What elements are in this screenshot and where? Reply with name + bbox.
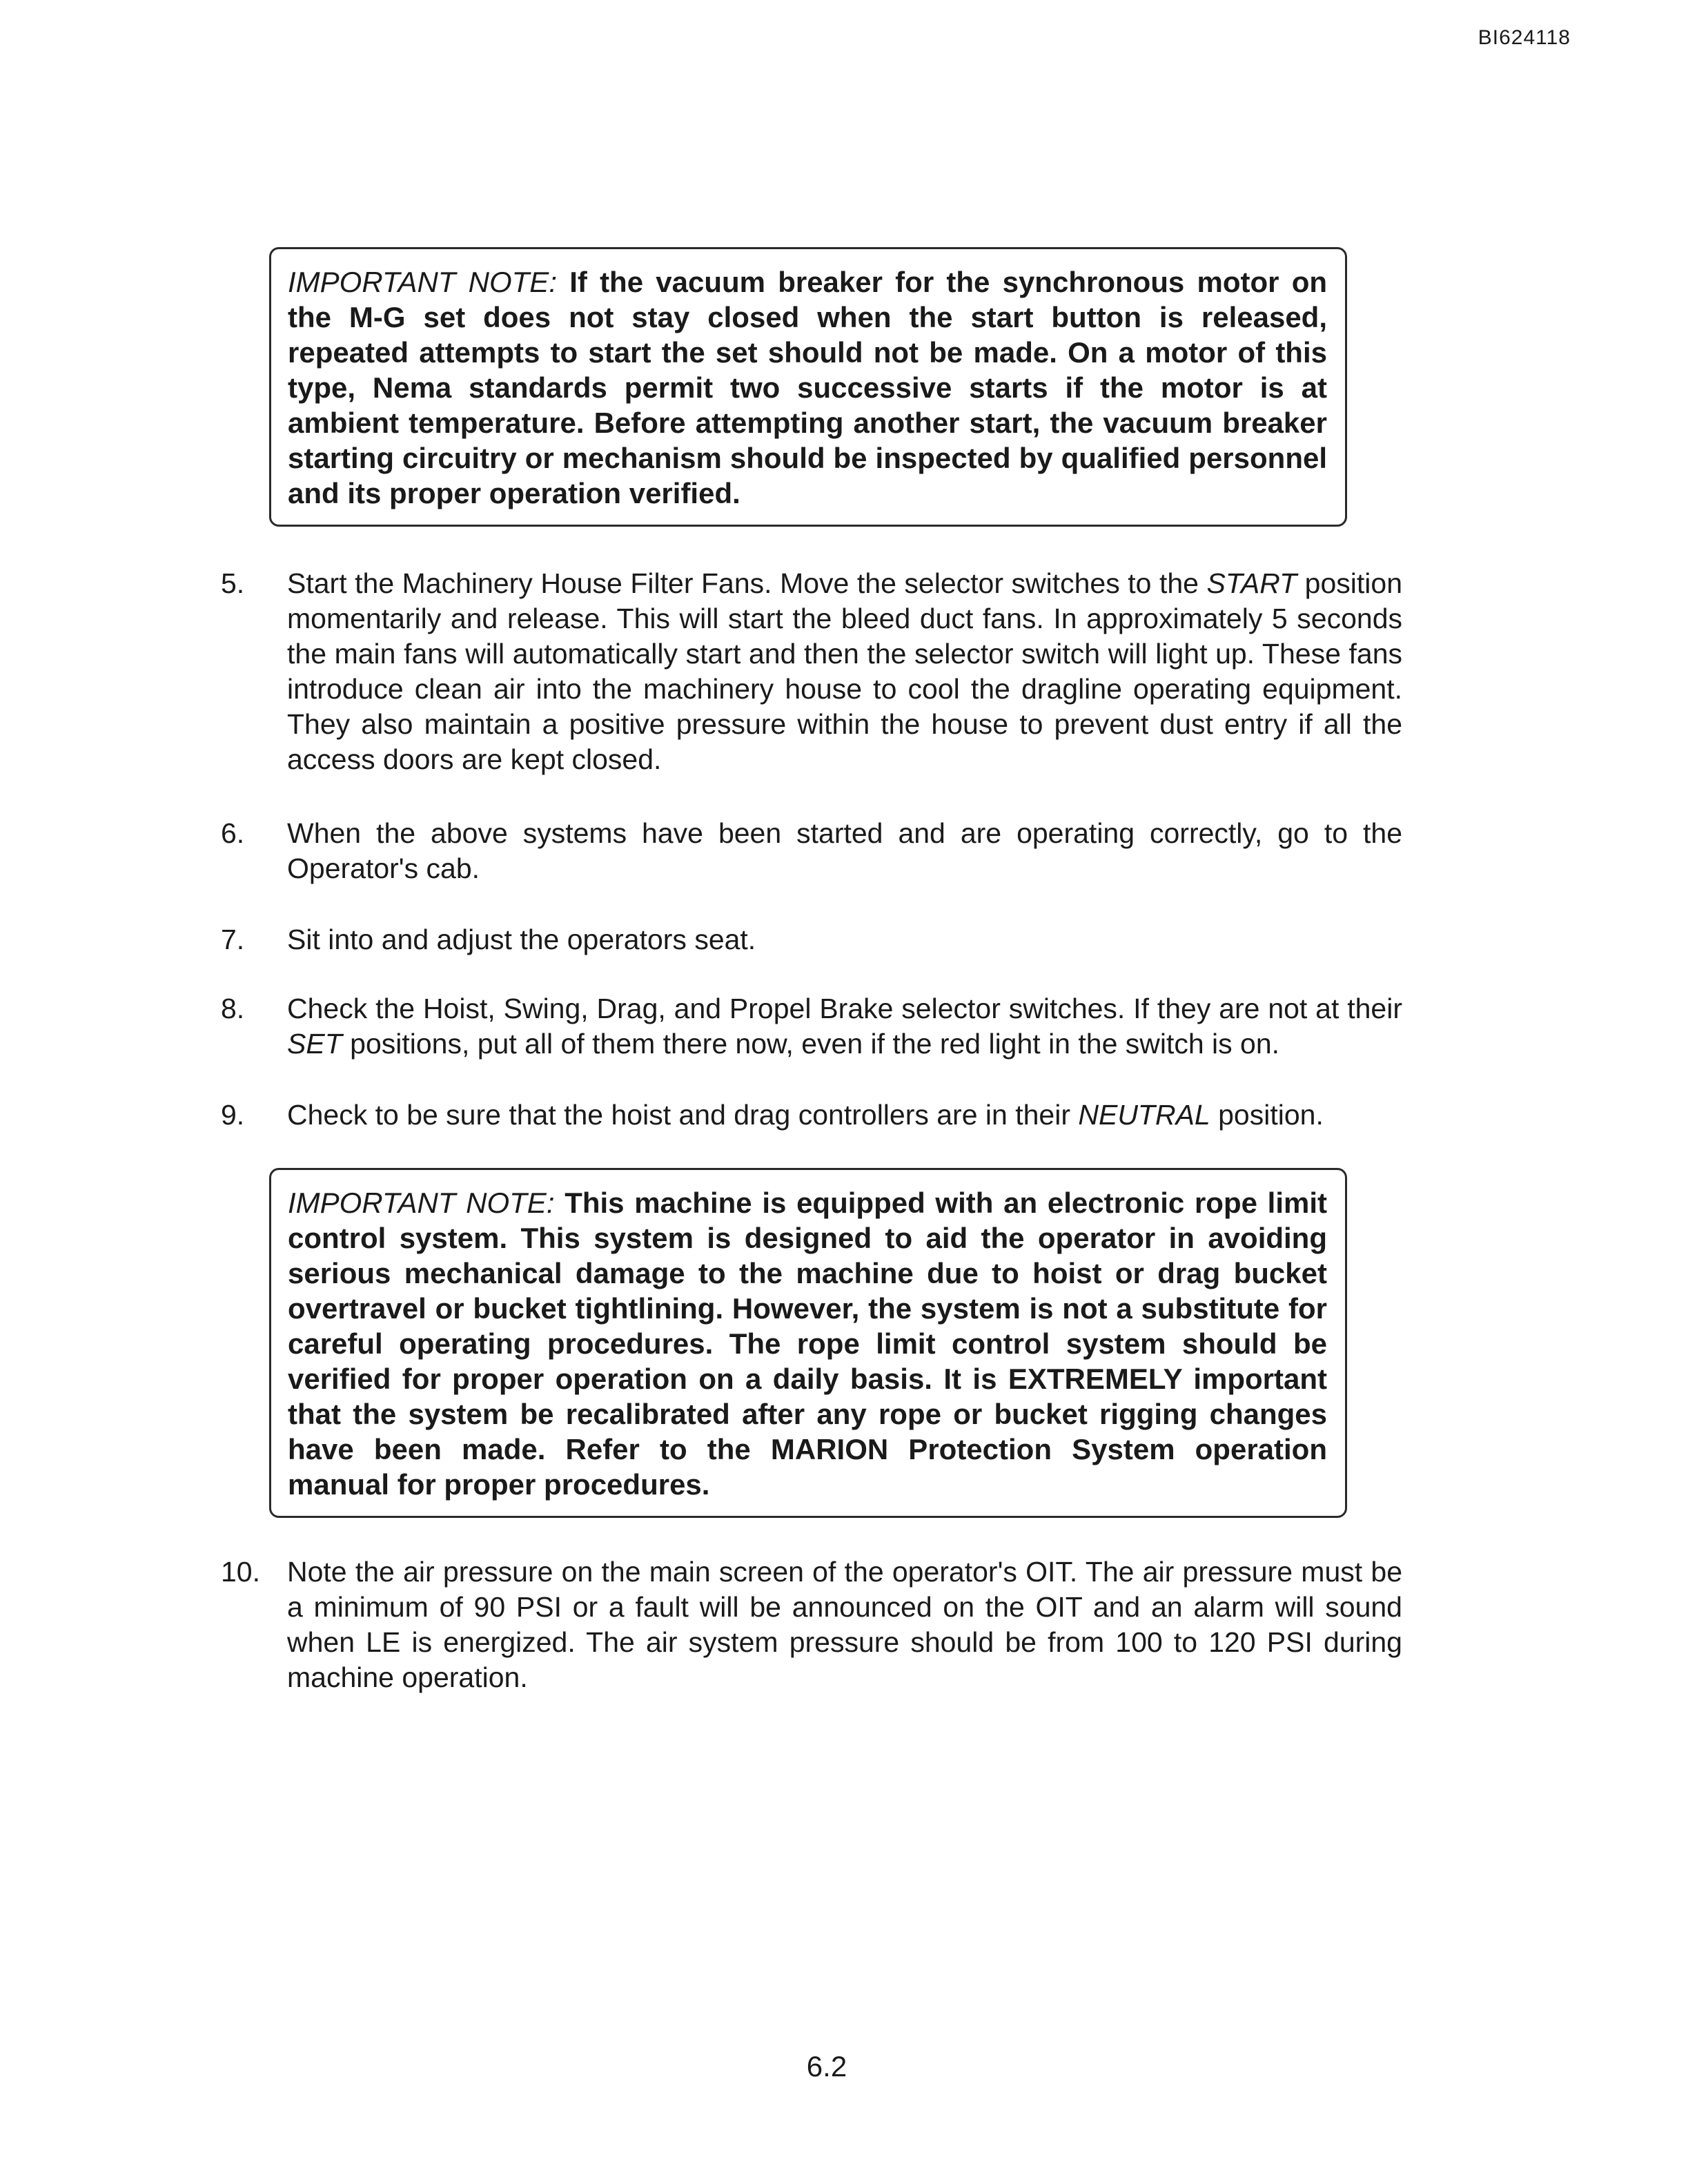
- step-5: [221, 566, 1402, 777]
- step-number: 5.: [221, 567, 245, 599]
- important-note-vacuum-breaker: [269, 247, 1347, 527]
- step-number: 7.: [221, 924, 245, 955]
- note-lead: IMPORTANT NOTE:: [288, 266, 570, 298]
- document-id: BI624118: [1478, 26, 1571, 49]
- important-note-rope-limit: [269, 1168, 1347, 1518]
- step-number: 10.: [221, 1556, 260, 1588]
- step-9: [221, 1098, 1402, 1133]
- note-lead: IMPORTANT NOTE:: [288, 1187, 565, 1219]
- step-7: [221, 922, 1402, 957]
- step-text: Check the Hoist, Swing, Drag, and Propel Brake selector switches. If they are not at their SET positions, put all of them there now, even if the red light in the switch is on.: [287, 993, 1402, 1060]
- step-8: [221, 991, 1402, 1062]
- step-number: 9.: [221, 1099, 245, 1131]
- step-number: 6.: [221, 817, 245, 849]
- step-text: Start the Machinery House Filter Fans. Move the selector switches to the START position momentarily and release. This will start the bleed duct fans. In approximately 5 seconds the main fans will automatically start and then the selector switch will light up. These fans introduce clean air into the machinery house to cool the dragline operating equipment. They also maintain a positive pressure within the house to prevent dust entry if all the access doors are kept closed.: [287, 567, 1402, 775]
- step-text: Check to be sure that the hoist and drag controllers are in their NEUTRAL position.: [287, 1099, 1324, 1131]
- step-text: Note the air pressure on the main screen of the operator's OIT. The air pressure must be a minimum of 90 PSI or a fault will be announced on the OIT and an alarm will sound when LE is energized. The air system pressure should be from 100 to 120 PSI during machine operation.: [287, 1556, 1402, 1693]
- step-10: [221, 1554, 1402, 1695]
- note-body: This machine is equipped with an electronic rope limit control system. This system is designed to aid the operator in avoiding serious mechanical damage to the machine due to hoist or drag bucket overtravel or bucket tightlining. However, the system is not a substitute for careful operating procedures. The rope limit control system should be verified for proper operation on a daily basis. It is EXTREMELY important that the system be recalibrated after any rope or bucket rigging changes have been made. Refer to the MARION Protection System operation manual for proper procedures.: [288, 1187, 1328, 1501]
- step-text: When the above systems have been started and are operating correctly, go to the Operator's cab.: [287, 817, 1402, 884]
- note-body: If the vacuum breaker for the synchronous motor on the M-G set does not stay closed when the start button is released, repeated attempts to start the set should not be made. On a motor of this type, Nema standards permit two successive starts if the motor is at ambient temperature. Before attempting another start, the vacuum breaker starting circuitry or mechanism should be inspected by qualified personnel and its proper operation verified.: [288, 266, 1327, 509]
- step-number: 8.: [221, 993, 245, 1024]
- step-6: [221, 816, 1402, 886]
- page-number: 6.2: [806, 2050, 847, 2083]
- step-text: Sit into and adjust the operators seat.: [287, 924, 756, 955]
